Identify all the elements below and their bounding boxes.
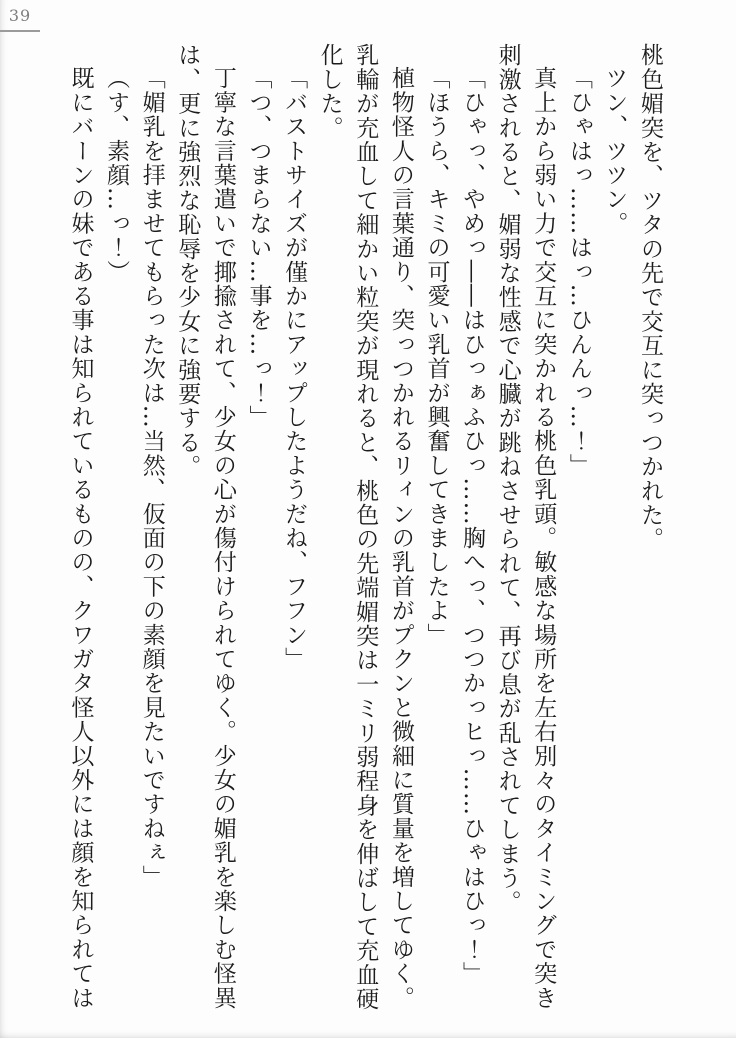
text-line: は、更に強烈な恥辱を少女に強要する。 bbox=[174, 43, 201, 479]
text-line: 「媚乳を拝ませてもらった次は…当然、仮面の下の素顔を見たいですねぇ」 bbox=[138, 66, 165, 889]
text-line: 丁寧な言葉遣いで揶揄されて、少女の心が傷付けられてゆく。少女の媚乳を楽しむ怪異 bbox=[209, 66, 236, 1010]
text-line: 「ほうら、キミの可愛い乳首が興奮してきましたよ」 bbox=[423, 66, 450, 647]
text-line: 「バストサイズが僅かにアップしたようだね、フフン」 bbox=[281, 66, 308, 671]
text-line: 「つ、つまらない…事を…っ！」 bbox=[245, 66, 272, 429]
text-line: 「ひゃはっ……はっ…ひんんっ…！」 bbox=[565, 66, 592, 478]
page-number: 39 bbox=[0, 6, 40, 32]
vertical-text-block bbox=[62, 43, 667, 1018]
text-line: 乳輪が充血して細かい粒突が現れると、桃色の先端媚突は一ミリ弱程身を伸ばして充血硬 bbox=[352, 43, 379, 1011]
text-line: 真上から弱い力で交互に突かれる桃色乳頭。敏感な場所を左右別々のタイミングで突き bbox=[530, 66, 557, 1010]
text-line: 化した。 bbox=[316, 43, 343, 140]
text-line: 「ひゃっ、やめっ――はひっぁふひっ……胸へっ、つつかっヒっ……ひゃはひっ！」 bbox=[459, 66, 486, 986]
text-line: ツン、ツツン。 bbox=[601, 66, 628, 236]
text-line: （す、素顔…っ！） bbox=[103, 66, 130, 284]
text-line: 植物怪人の言葉通り、突っつかれるリィンの乳首がプクンと微細に質量を増してゆく。 bbox=[387, 66, 414, 1010]
text-line: 刺激されると、媚弱な性感で心臓が跳ねさせられて、再び息が乱されてしまう。 bbox=[494, 43, 521, 915]
text-line: 桃色媚突を、ツタの先で交互に突っつかれた。 bbox=[637, 43, 663, 552]
text-line: 既にバーンの妹である事は知られているものの、クワガタ怪人以外には顔を知られては bbox=[67, 66, 94, 1010]
